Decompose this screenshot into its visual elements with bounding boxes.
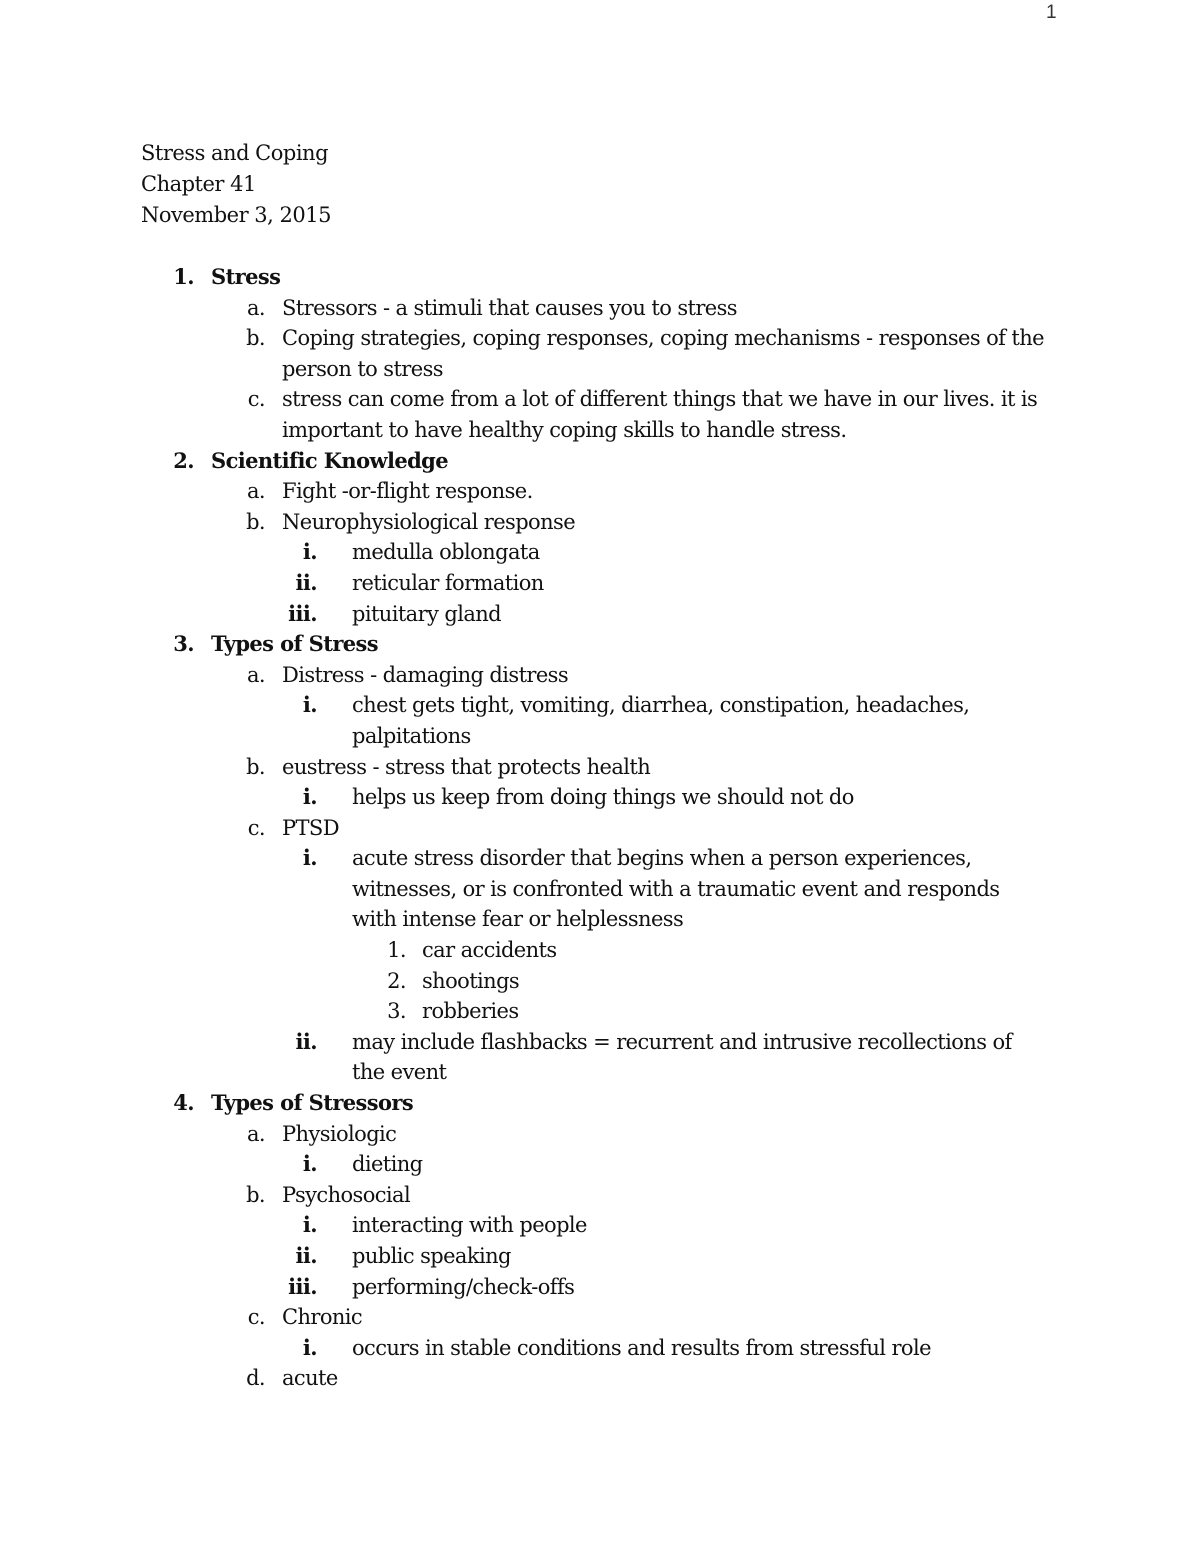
list-marker: c. [247,1305,265,1330]
section-heading-text: Stress [211,264,281,289]
outline-item [0,1302,1200,1333]
list-marker: 3. [173,631,194,657]
outline-item [0,690,1200,751]
outline-item [0,323,1200,384]
list-item-text: performing/check-offs [352,1274,575,1299]
outline-heading [0,446,1200,477]
list-item-text: Psychosocial [282,1182,411,1207]
list-marker: 4. [173,1090,194,1116]
list-marker: b. [246,509,265,534]
outline-heading [0,629,1200,660]
list-item-text: pituitary gland [352,601,502,626]
list-marker: c. [247,387,265,412]
list-item-text: interacting with people [352,1213,587,1238]
outline-item [0,966,1200,997]
outline-item [0,752,1200,783]
document-header [141,138,331,231]
list-item-text: helps us keep from doing things we should not do [352,785,854,810]
outline-item [0,384,1200,445]
outline-item [0,843,1200,935]
list-marker: i. [302,1334,317,1360]
outline-item [0,1333,1200,1364]
list-item-text: Fight -or-flight response. [282,479,533,504]
list-item-text: Chronic [282,1305,363,1330]
document-date: November 3, 2015 [141,203,331,227]
outline-item [0,782,1200,813]
list-item-text: PTSD [282,815,339,840]
outline-item [0,537,1200,568]
list-marker: d. [246,1366,265,1391]
list-marker: 1. [173,264,194,289]
outline-item [0,1119,1200,1150]
outline-item [0,507,1200,538]
section-heading-text: Scientific Knowledge [211,447,449,473]
list-marker: 2. [173,447,194,473]
list-item-text: Distress - damaging distress [282,662,569,687]
list-marker: ii. [295,569,317,595]
list-marker: ii. [295,1243,317,1268]
outline-item [0,476,1200,507]
list-item-text: Coping strategies, coping responses, coping mechanisms - responses of the person to stress [282,326,1044,381]
list-marker: ii. [295,1028,317,1054]
list-marker: c. [247,815,265,840]
outline-item [0,1180,1200,1211]
list-marker: a. [247,295,265,320]
list-marker: 3. [387,999,406,1024]
list-marker: i. [302,784,317,810]
outline-item [0,568,1200,599]
list-marker: b. [246,326,265,351]
outline-item [0,1027,1200,1088]
list-item-text: car accidents [422,938,557,963]
list-item-text: shootings [422,968,520,993]
list-item-text: Stressors - a stimuli that causes you to stress [282,295,737,320]
list-marker: b. [246,754,265,779]
list-item-text: stress can come from a lot of different things that we have in our lives. it is important to have healthy coping skills to handle stress. [282,387,1038,442]
list-item-text: Neurophysiological response [282,509,576,534]
document-title: Stress and Coping [141,141,329,165]
list-marker: a. [247,662,265,687]
outline-heading [0,262,1200,293]
list-marker: i. [302,692,317,718]
list-marker: a. [247,1121,265,1146]
outline-item [0,1149,1200,1180]
list-item-text: reticular formation [352,570,544,595]
list-marker: 2. [387,968,406,993]
outline-item [0,1363,1200,1394]
list-item-text: chest gets tight, vomiting, diarrhea, constipation, headaches, palpitations [352,693,970,748]
outline-item [0,599,1200,630]
list-marker: i. [302,1212,317,1238]
list-marker: a. [247,479,265,504]
outline-item [0,660,1200,691]
list-marker: i. [302,1151,317,1177]
outline-item [0,935,1200,966]
list-item-text: acute [282,1366,338,1391]
outline-heading [0,1088,1200,1119]
chapter-label: Chapter 41 [141,172,256,196]
list-item-text: robberies [422,999,519,1024]
list-item-text: eustress - stress that protects health [282,754,651,779]
outline-item [0,1241,1200,1272]
outline-item [0,996,1200,1027]
list-marker: b. [246,1182,265,1207]
list-marker: iii. [288,600,317,626]
list-marker: iii. [288,1273,317,1299]
list-item-text: public speaking [352,1244,511,1268]
notes-outline [0,262,1200,1394]
list-item-text: medulla oblongata [352,540,540,565]
section-heading-text: Types of Stressors [211,1090,414,1116]
outline-item [0,293,1200,324]
list-item-text: acute stress disorder that begins when a person experiences, witnesses, or is confronted with a traumatic event and responds with intense fear or helplessness [352,846,1000,932]
list-item-text: occurs in stable conditions and results from stressful role [352,1335,931,1360]
list-item-text: dieting [352,1152,423,1177]
list-marker: i. [302,539,317,565]
list-marker: 1. [387,938,406,963]
page-number: 1 [1046,2,1057,23]
section-heading-text: Types of Stress [211,631,378,657]
outline-item [0,1210,1200,1241]
outline-item [0,813,1200,844]
outline-item [0,1272,1200,1303]
list-item-text: may include flashbacks = recurrent and intrusive recollections of the event [352,1029,1012,1085]
list-item-text: Physiologic [282,1121,397,1146]
list-marker: i. [302,845,317,871]
